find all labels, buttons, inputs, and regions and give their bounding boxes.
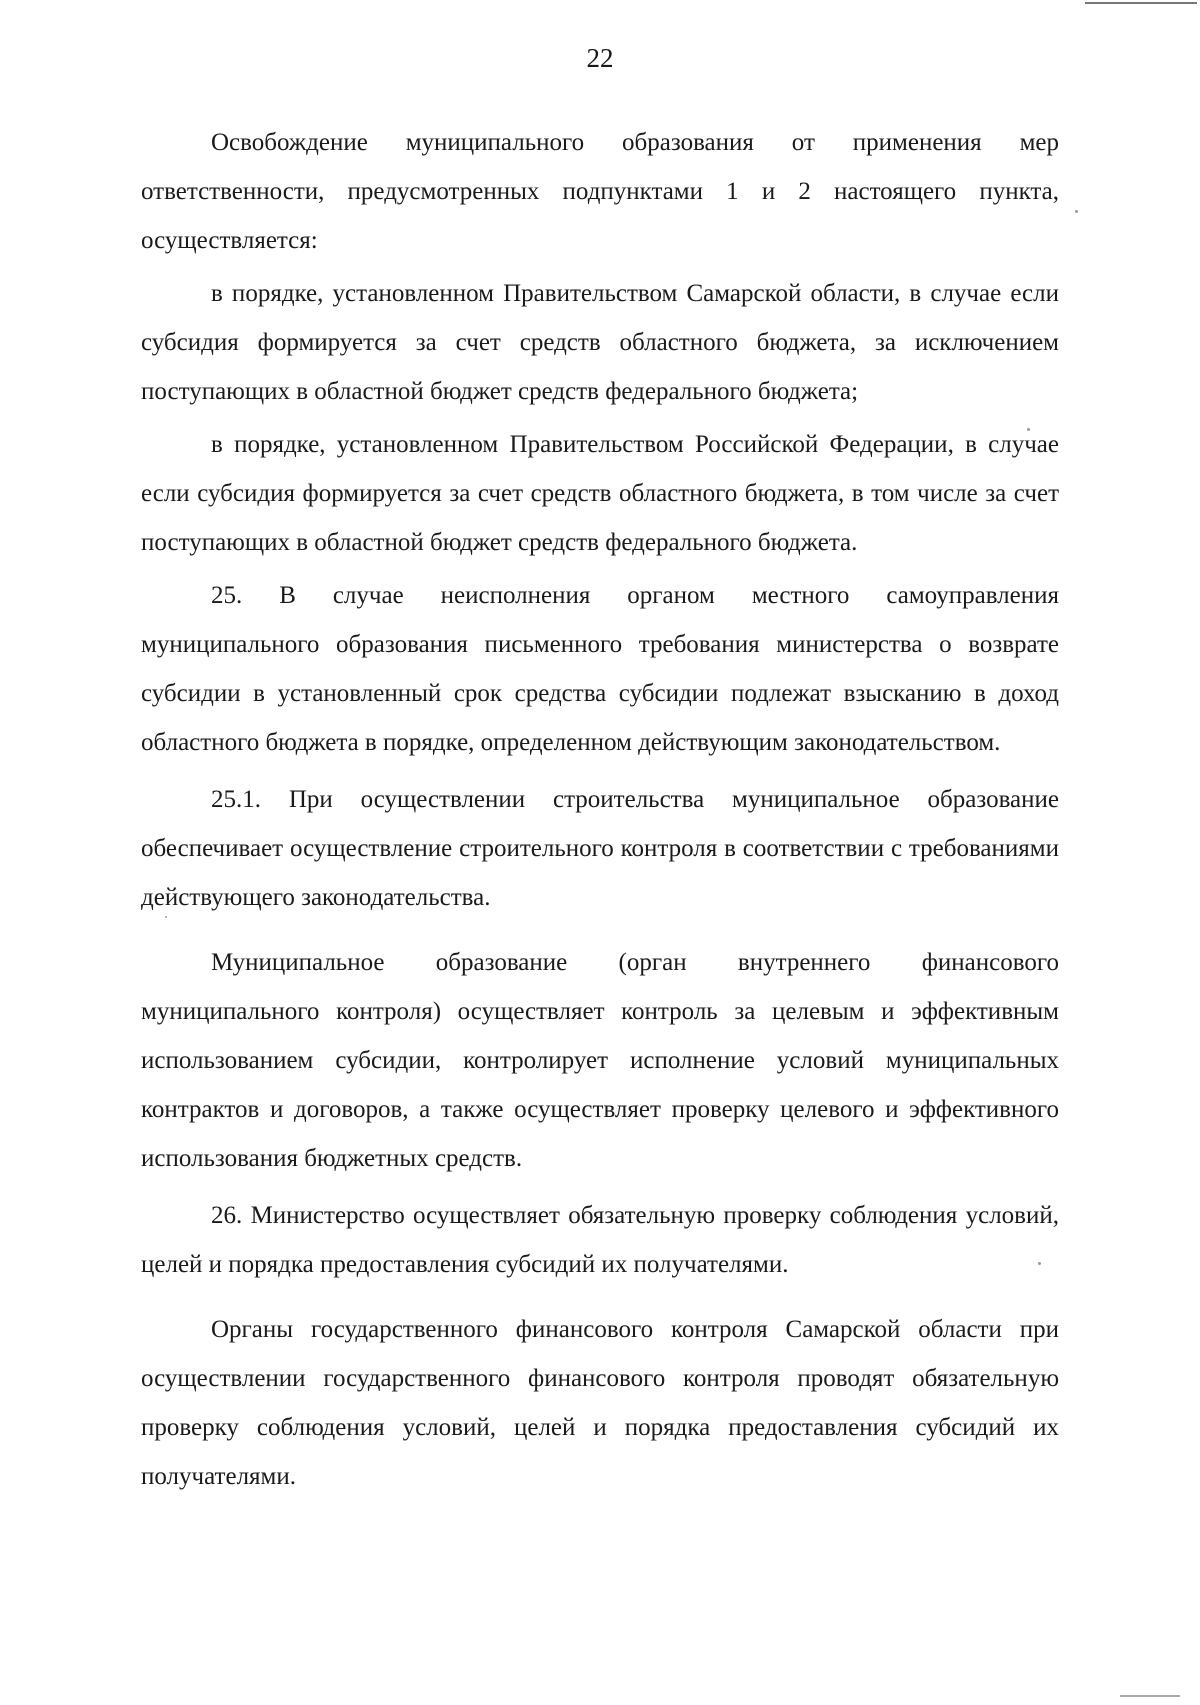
paragraph-item-25: 25. В случае неисполнения органом местного самоуправления муниципального образования письменного требования министерства о возврате субсидии в установленный срок средства субсидии подлежат взысканию в доход областного бюджета в порядке, определенном действующим законодательством. [141, 582, 1059, 756]
paragraph-exemption: Освобождение муниципального образования от применения мер ответственности, предусмотренных подпунктами 1 и 2 настоящего пункта, осуществляется: [141, 129, 1059, 254]
page-number: 22 [586, 43, 614, 73]
scan-speck [1075, 210, 1078, 213]
scan-speck [165, 916, 167, 918]
paragraph-state-financial-control: Органы государственного финансового контроля Самарской области при осуществлении государственного финансового контроля проводят обязательную проверку соблюдения условий, целей и порядка предоставления субсидий их получателями. [141, 1316, 1059, 1490]
scan-edge-bottom-right [1120, 1695, 1180, 1697]
scan-edge-top-right [1085, 2, 1197, 4]
paragraph-russian-government-order: в порядке, установленном Правительством Российской Федерации, в случае если субсидия формируется за счет средств областного бюджета, в том числе за счет поступающих в областной бюджет средств федерального бюджета. [141, 431, 1059, 556]
scan-speck [1027, 428, 1030, 431]
paragraph-item-25-1: 25.1. При осуществлении строительства муниципальное образование обеспечивает осуществление строительного контроля в соответствии с требованиями действующего законодательства. [141, 786, 1059, 911]
scan-speck [1038, 1262, 1041, 1265]
paragraph-municipal-control: Муниципальное образование (орган внутреннего финансового муниципального контроля) осуществляет контроль за целевым и эффективным использованием субсидии, контролирует исполнение условий муниципальных контрактов и договоров, а также осуществляет проверку целевого и эффективного использования бюджетных средств. [141, 949, 1059, 1172]
paragraph-item-26: 26. Министерство осуществляет обязательную проверку соблюдения условий, целей и порядка предоставления субсидий их получателями. [141, 1202, 1059, 1278]
paragraph-samara-government-order: в порядке, установленном Правительством Самарской области, в случае если субсидия формируется за счет средств областного бюджета, за исключением поступающих в областной бюджет средств федерального бюджета; [141, 280, 1059, 405]
document-body [141, 118, 1059, 1501]
